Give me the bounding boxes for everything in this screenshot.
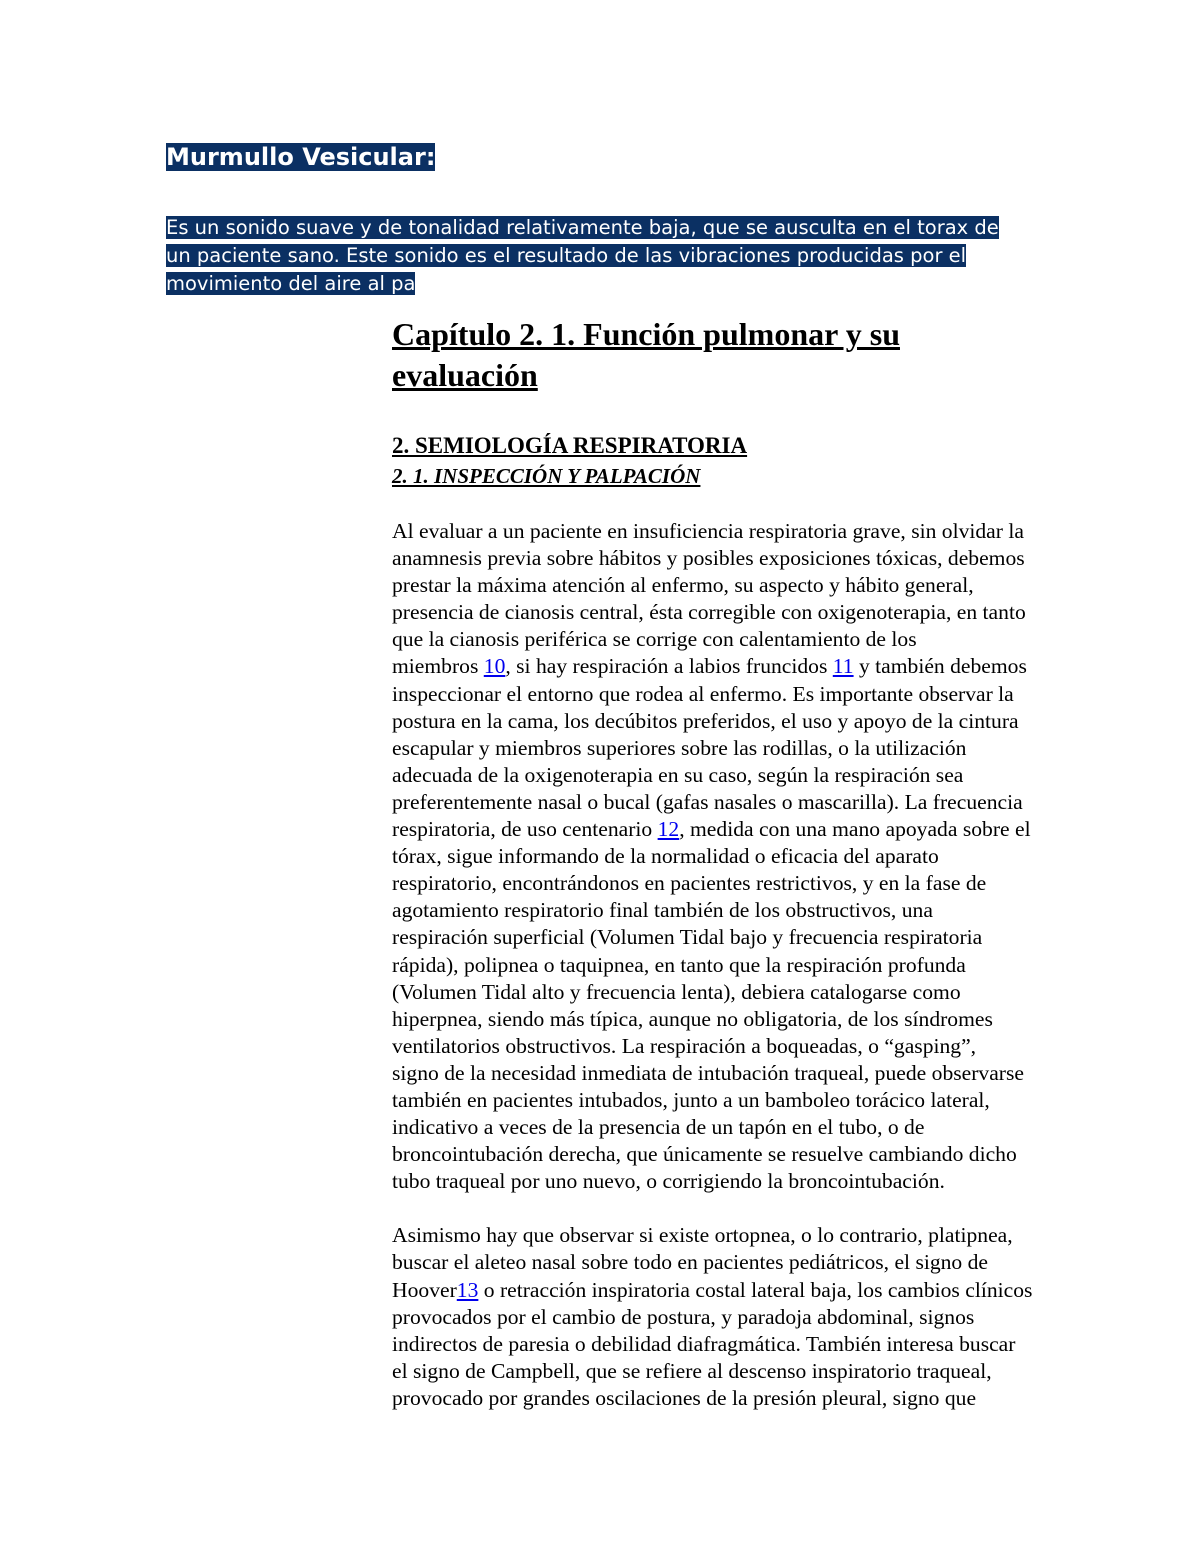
selection-line: Es un sonido suave y de tonalidad relativamente baja, que se ausculta en el torax de <box>166 216 999 239</box>
selection-line: movimiento del aire al pa <box>166 272 416 295</box>
body-paragraph-1: Al evaluar a un paciente en insuficiencia respiratoria grave, sin olvidar la anamnesis previa sobre hábitos y posibles exposiciones tóxicas, debemos prestar la máxima atención al enfermo, su aspecto y hábito general, presencia de cianosis central, ésta corregible con oxigenoterapia, en tanto que la cianosis periférica se corrige con calentamiento de los miembros 10, si hay respiración a labios fruncidos 11 y también debemos inspeccionar el entorno que rodea al enfermo. Es importante observar la postura en la cama, los decúbitos preferidos, el uso y apoyo de la cintura escapular y miembros superiores sobre las rodillas, o la utilización adecuada de la oxigenoterapia en su caso, según la respiración sea preferentemente nasal o bucal (gafas nasales o mascarilla). La frecuencia respiratoria, de uso centenario 12, medida con una mano apoyada sobre el tórax, sigue informando de la normalidad o eficacia del aparato respiratorio, encontrándonos en pacientes restrictivos, y en la fase de agotamiento respiratorio final también de los obstructivos, una respiración superficial (Volumen Tidal bajo y frecuencia respiratoria rápida), polipnea o taquipnea, en tanto que la respiración profunda (Volumen Tidal alto y frecuencia lenta), debiera catalogarse como hiperpnea, siendo más típica, aunque no obligatoria, de los síndromes ventilatorios obstructivos. La respiración a boqueadas, o “gasping”, signo de la necesidad inmediata de intubación traqueal, puede observarse también en pacientes intubados, junto a un bamboleo torácico lateral, indicativo a veces de la presencia de un tapón en el tubo, o de broncointubación derecha, que únicamente se resuelve cambiando dicho tubo traqueal por uno nuevo, o corrigiendo la broncointubación. <box>392 519 1031 1194</box>
section-title: 2. SEMIOLOGÍA RESPIRATORIA <box>392 433 748 458</box>
article-column <box>392 314 1122 1412</box>
body-paragraph-2: Asimismo hay que observar si existe ortopnea, o lo contrario, platipnea, buscar el aleteo nasal sobre todo en pacientes pediátricos, el signo de Hoover13 o retracción inspiratoria costal lateral baja, los cambios clínicos provocados por el cambio de postura, y paradoja abdominal, signos indirectos de paresia o debilidad diafragmática. También interesa buscar el signo de Campbell, que se refiere al descenso inspiratorio traqueal, provocado por grandes oscilaciones de la presión pleural, signo que <box>392 1223 1033 1410</box>
footnote-link-12[interactable]: 12 <box>657 817 680 842</box>
selection-paragraph <box>166 214 1026 298</box>
selection-line: un paciente sano. Este sonido es el resultado de las vibraciones producidas por el <box>166 244 967 267</box>
footnote-link-10[interactable]: 10 <box>483 654 506 679</box>
selected-text-block[interactable] <box>166 140 1026 298</box>
chapter-title: Capítulo 2. 1. Función pulmonar y su evaluación <box>392 316 900 393</box>
selection-heading: Murmullo Vesicular: <box>166 143 436 171</box>
subsection-title: 2. 1. INSPECCIÓN Y PALPACIÓN <box>392 464 701 488</box>
footnote-link-11[interactable]: 11 <box>832 654 854 679</box>
footnote-link-13[interactable]: 13 <box>456 1277 479 1302</box>
